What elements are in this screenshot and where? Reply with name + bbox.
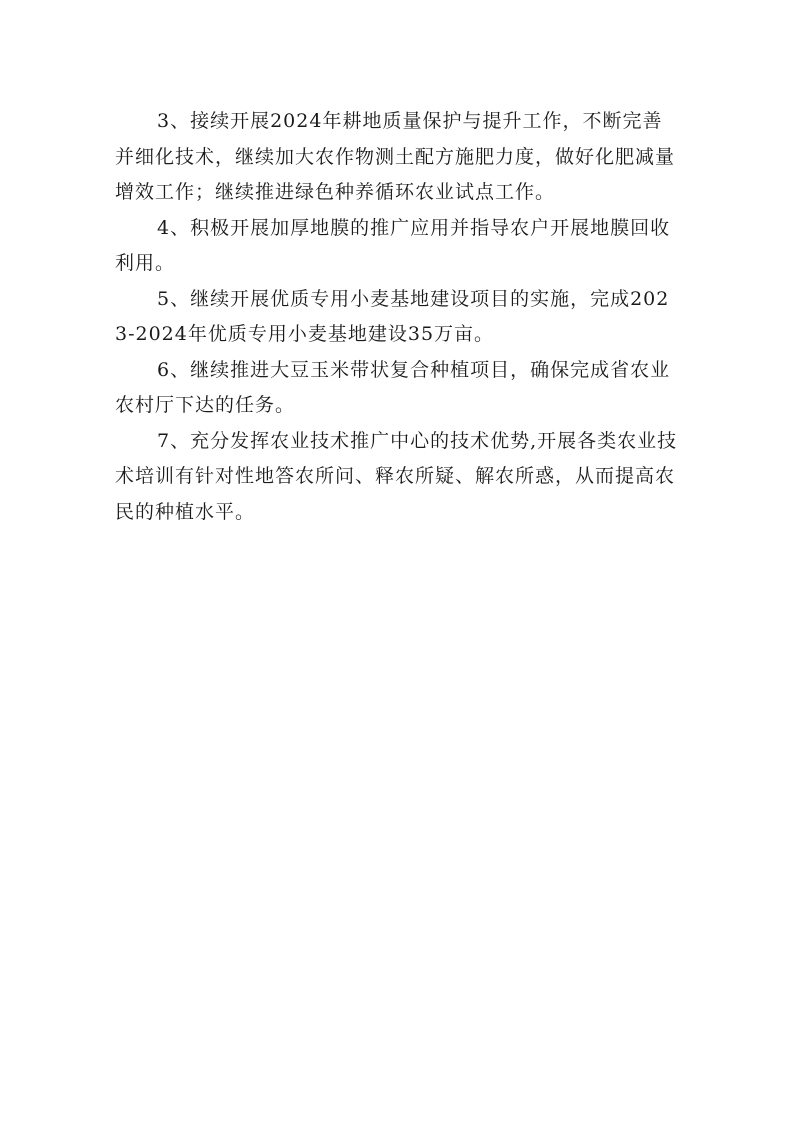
document-body xyxy=(115,104,681,530)
paragraph-item-5: 5、继续开展优质专用小麦基地建设项目的实施，完成2023-2024年优质专用小麦基地建设35万亩。 xyxy=(115,287,670,345)
paragraph-item-4: 4、积极开展加厚地膜的推广应用并指导农户开展地膜回收利用。 xyxy=(115,216,671,274)
paragraph-item-6: 6、继续推进大豆玉米带状复合种植项目，确保完成省农业农村厅下达的任务。 xyxy=(115,358,671,416)
paragraph-item-7: 7、充分发挥农业技术推广中心的技术优势,开展各类农业技术培训有针对性地答农所问、释农所疑、解农所惑，从而提高农民的种植水平。 xyxy=(115,429,678,523)
paragraph-item-3: 3、接续开展2024年耕地质量保护与提升工作，不断完善并细化技术，继续加大农作物测土配方施肥力度，做好化肥减量增效工作；继续推进绿色种养循环农业试点工作。 xyxy=(115,110,676,203)
